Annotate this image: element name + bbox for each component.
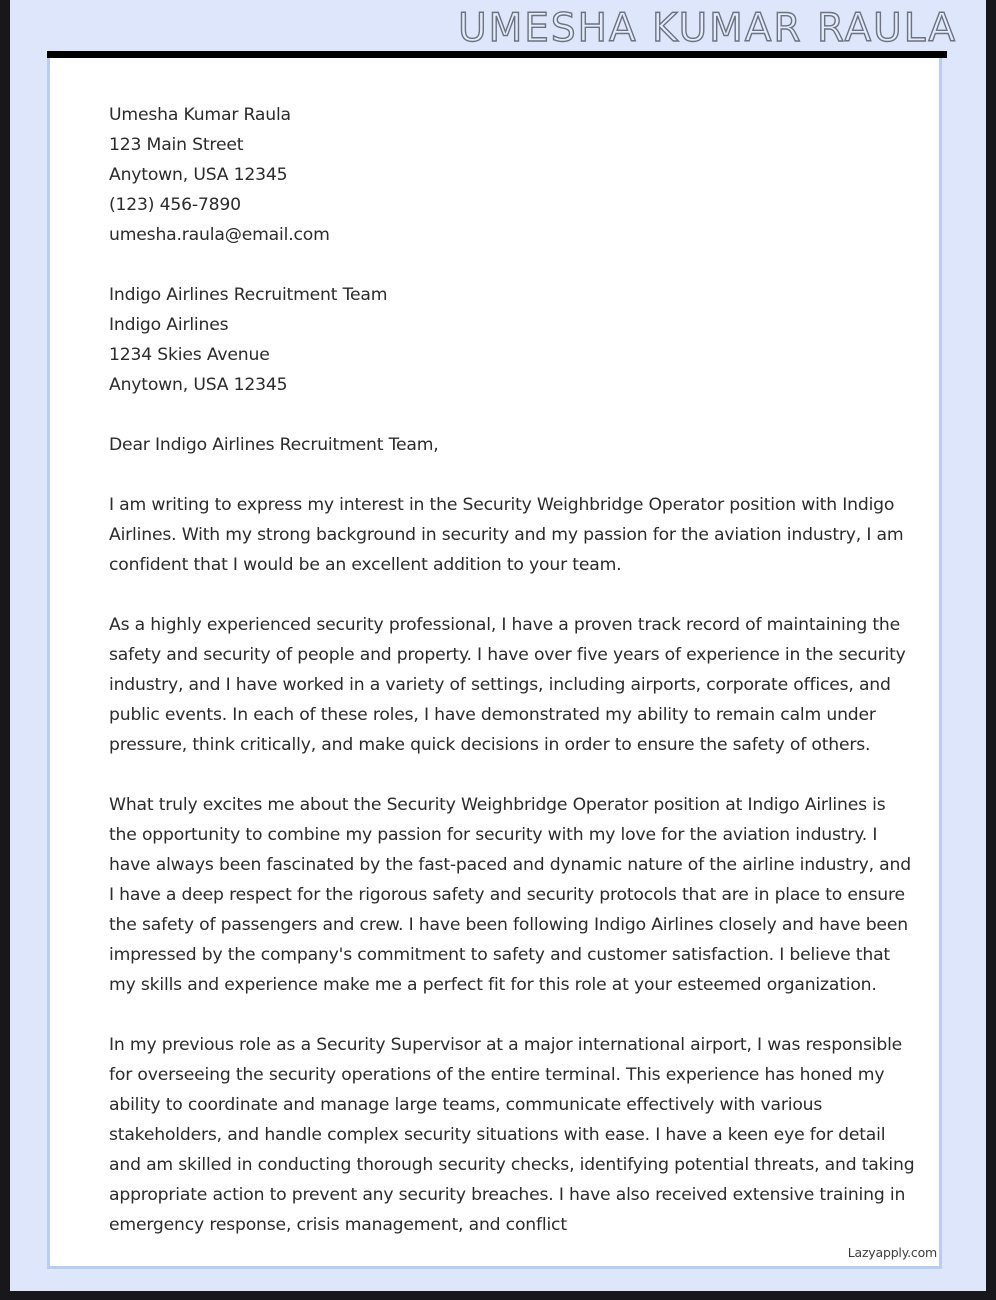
lazyapply-watermark: Lazyapply.com bbox=[847, 1245, 937, 1260]
header-divider-rule bbox=[47, 51, 947, 58]
body-paragraph: I am writing to express my interest in the Security Weighbridge Operator position with Indigo Airlines. With my strong background in security and my passion for the aviation industry, I am confident that I would be an excellent addition to your team. bbox=[109, 495, 904, 575]
sender-address-block bbox=[109, 100, 915, 250]
salutation-block bbox=[109, 430, 915, 460]
sender-name: Umesha Kumar Raula bbox=[109, 105, 291, 125]
paragraph-block-4 bbox=[109, 1030, 915, 1240]
recipient-company: Indigo Airlines bbox=[109, 315, 229, 335]
recipient-team: Indigo Airlines Recruitment Team bbox=[109, 285, 388, 305]
sender-city: Anytown, USA 12345 bbox=[109, 165, 288, 185]
sender-phone: (123) 456-7890 bbox=[109, 195, 241, 215]
paragraph-block-1 bbox=[109, 490, 915, 580]
paragraph-block-2 bbox=[109, 610, 915, 760]
paragraph-block-3 bbox=[109, 790, 915, 1000]
sender-email: umesha.raula@email.com bbox=[109, 225, 330, 245]
body-paragraph: As a highly experienced security professional, I have a proven track record of maintaining the safety and security of people and property. I have over five years of experience in the security industry, and I have worked in a variety of settings, including airports, corporate offices, and public events. In each of these roles, I have demonstrated my ability to remain calm under pressure, think critically, and make quick decisions in order to ensure the safety of others. bbox=[109, 615, 906, 755]
recipient-city: Anytown, USA 12345 bbox=[109, 375, 288, 395]
body-paragraph: What truly excites me about the Security Weighbridge Operator position at Indigo Airlines is the opportunity to combine my passion for security with my love for the aviation industry. I have always been fascinated by the fast-paced and dynamic nature of the airline industry, and I have a deep respect for the rigorous safety and security protocols that are in place to ensure the safety of passengers and crew. I have been following Indigo Airlines closely and have been impressed by the company's commitment to safety and customer satisfaction. I believe that my skills and experience make me a perfect fit for this role at your esteemed organization. bbox=[109, 795, 911, 995]
salutation: Dear Indigo Airlines Recruitment Team, bbox=[109, 435, 439, 455]
document-header bbox=[10, 0, 986, 51]
body-paragraph: In my previous role as a Security Supervisor at a major international airport, I was responsible for overseeing the security operations of the entire terminal. This experience has honed my ability to coordinate and manage large teams, communicate effectively with various stakeholders, and handle complex security situations with ease. I have a keen eye for detail and am skilled in conducting thorough security checks, identifying potential threats, and taking appropriate action to prevent any security breaches. I have also received extensive training in emergency response, crisis management, and conflict bbox=[109, 1035, 915, 1235]
cover-letter-card bbox=[47, 58, 942, 1269]
recipient-address-block bbox=[109, 280, 915, 400]
sender-street: 123 Main Street bbox=[109, 135, 244, 155]
page-title: UMESHA KUMAR RAULA bbox=[458, 6, 957, 51]
cover-letter-body bbox=[50, 58, 945, 1240]
recipient-street: 1234 Skies Avenue bbox=[109, 345, 270, 365]
